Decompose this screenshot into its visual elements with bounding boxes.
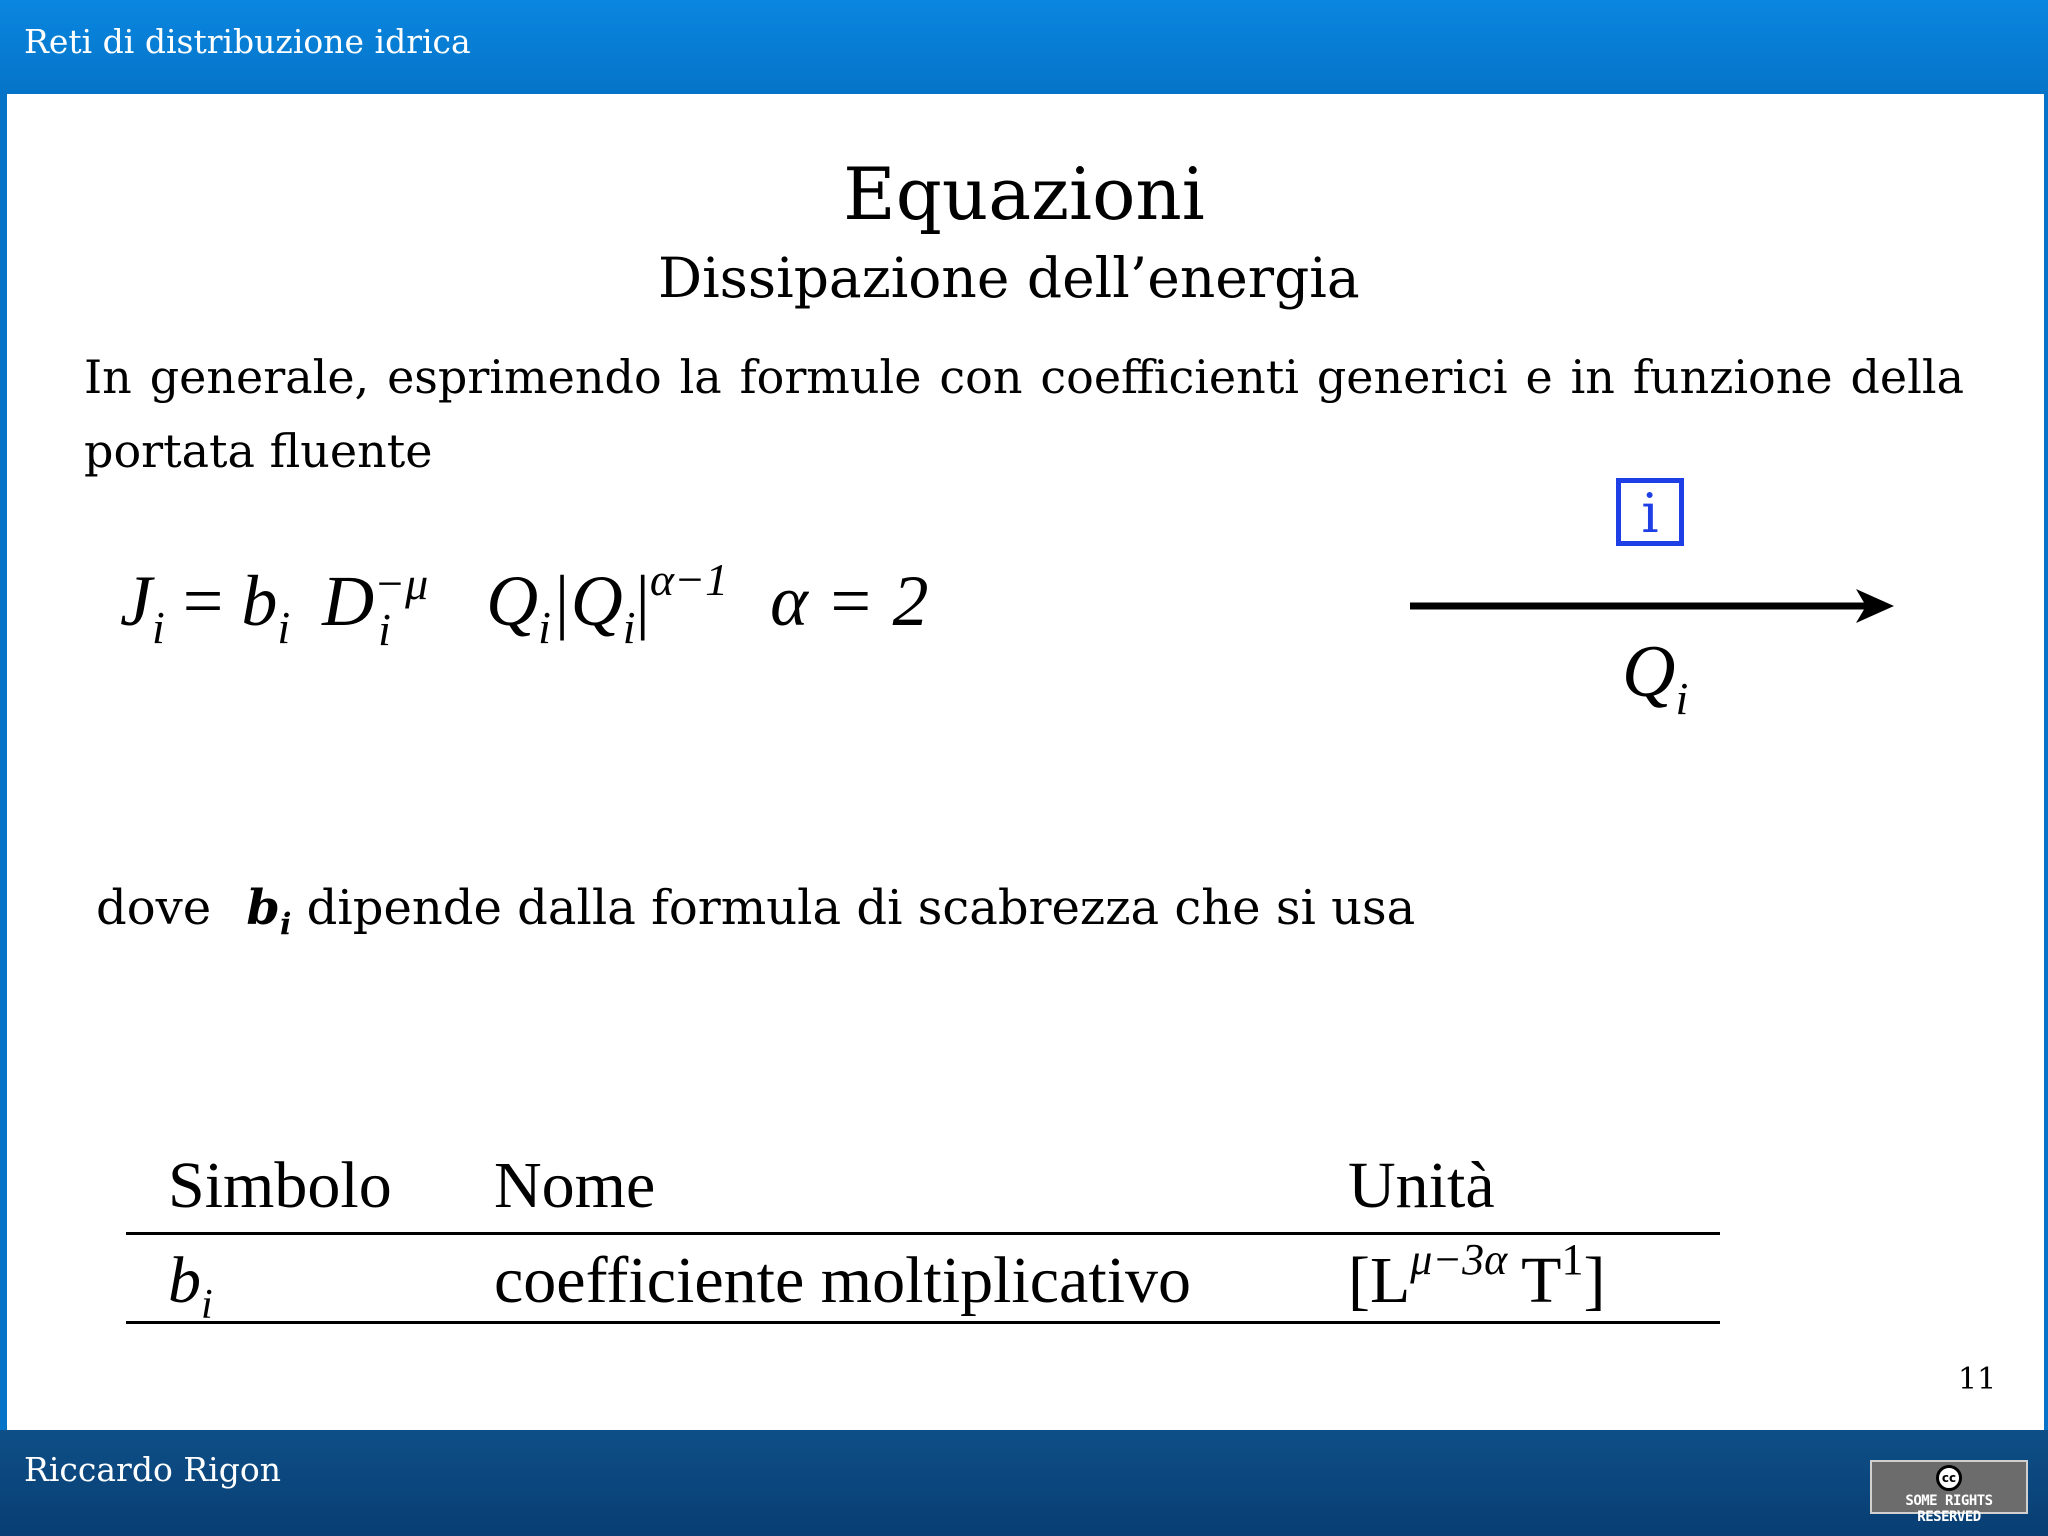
header-symbol: Simbolo (168, 1149, 392, 1222)
eq-absQ-sub: i (622, 602, 636, 653)
row-name: coefficiente moltiplicativo (494, 1244, 1192, 1317)
dove-symbol: $b_i$ (246, 880, 292, 943)
slide-subheading: Dissipazione dell’energia (658, 246, 1360, 310)
left-border (0, 94, 7, 1430)
eq-Q: Q (486, 561, 539, 641)
intro-paragraph: In generale, esprimendo la formule con coefficienti generici e in funzione della portata fluente (84, 350, 1964, 478)
table-row (126, 1235, 1720, 1328)
eq-alpha: α = 2 (770, 561, 929, 641)
row-unit: [$L^{\mu-3\alpha}$ $T^1$] (1348, 1235, 1606, 1317)
headloss-equation (120, 554, 929, 655)
eq-absQ: |Q (550, 561, 623, 641)
symbols-table (126, 1140, 1720, 1328)
creative-commons-icon: cc (1936, 1465, 1962, 1491)
eq-abs-sup: α−1 (649, 554, 729, 605)
eq-lhs: J (120, 561, 152, 641)
eq-D-sup: −μ (374, 558, 429, 609)
eq-b-sub: i (277, 602, 291, 653)
slide-heading: Equazioni (843, 152, 1205, 236)
definition-line (96, 880, 1415, 943)
cc-license-badge[interactable] (1870, 1460, 2028, 1525)
page-number: 11 (1958, 1362, 1997, 1397)
eq-equals: = (164, 561, 242, 641)
right-border (2044, 94, 2048, 1430)
eq-lhs-sub: i (151, 602, 165, 653)
eq-Q-sub: i (538, 602, 551, 653)
flow-label-sub: i (1675, 673, 1689, 724)
bottom-banner (0, 1430, 2048, 1536)
eq-D: D (322, 561, 375, 641)
course-title: Reti di distribuzione idrica (24, 22, 471, 61)
eq-abs-close: | (635, 561, 650, 641)
top-banner (0, 0, 2048, 94)
eq-b: b (241, 561, 278, 641)
flow-arrow (1410, 585, 1894, 627)
eq-D-sub: i (378, 604, 391, 655)
pipe-node-label: i (1616, 478, 1684, 546)
header-unit: Unità (1348, 1149, 1495, 1222)
header-name: Nome (494, 1149, 656, 1222)
flow-label-Q: Q (1622, 631, 1676, 713)
dove-text: dipende dalla formula di scabrezza che si usa (306, 880, 1416, 936)
table-header-row (126, 1140, 1720, 1235)
author-name: Riccardo Rigon (24, 1450, 281, 1489)
flow-label (1622, 630, 1689, 724)
row-symbol: $b_i$ (168, 1244, 213, 1328)
license-text: SOME RIGHTS RESERVED (1905, 1493, 1993, 1525)
dove-prefix: dove (96, 880, 212, 936)
